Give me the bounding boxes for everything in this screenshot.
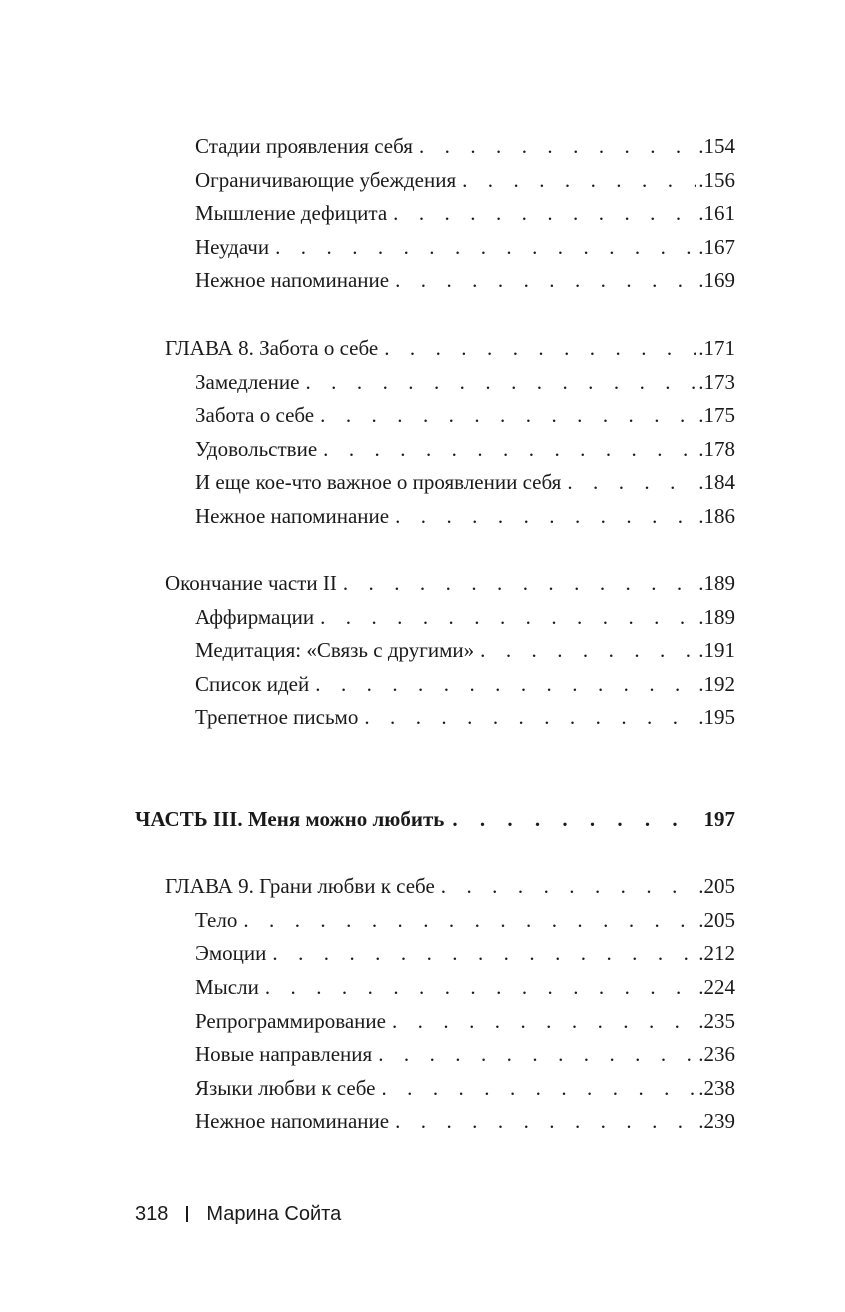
toc-entry-title: Нежное напоминание	[195, 504, 390, 528]
toc-entry	[195, 434, 735, 464]
toc-entry	[195, 367, 735, 397]
toc-entry-title: Мышление дефицита	[195, 201, 388, 225]
toc-entry-title: Тело	[195, 908, 238, 932]
author-name: Марина Сойта	[206, 1203, 342, 1225]
dot-leader	[419, 131, 696, 161]
toc-entry-page: 197	[703, 807, 735, 831]
dot-leader	[320, 400, 696, 430]
toc-entry	[195, 165, 735, 195]
toc-entry-page: .184	[698, 470, 735, 494]
dot-leader	[395, 265, 696, 295]
toc-entry-page: .212	[698, 941, 735, 965]
toc-entry-page: .161	[698, 201, 735, 225]
toc-entry-page: .154	[698, 134, 735, 158]
toc-entry	[195, 198, 735, 228]
dot-leader	[305, 367, 696, 397]
dot-leader	[393, 198, 696, 228]
toc-entry-page: .191	[698, 638, 735, 662]
dot-leader	[452, 804, 687, 834]
dot-leader	[323, 434, 696, 464]
toc-entry-page: .236	[698, 1042, 735, 1066]
toc-entry	[195, 1073, 735, 1103]
toc-entry	[195, 1006, 735, 1036]
toc-entry-page: .175	[698, 403, 735, 427]
toc-entry-page: .239	[698, 1109, 735, 1133]
dot-leader	[272, 938, 696, 968]
toc-entry-title: ГЛАВА 9. Грани любви к себе	[165, 874, 435, 898]
dot-leader	[384, 333, 696, 363]
toc-entry-title: Репрограммирование	[195, 1009, 386, 1033]
dot-leader	[315, 669, 696, 699]
toc-entry-title: ГЛАВА 8. Забота о себе	[165, 336, 379, 360]
dot-leader	[265, 972, 696, 1002]
dot-leader	[378, 1039, 696, 1069]
footer-separator	[186, 1206, 188, 1222]
dot-leader	[480, 635, 696, 665]
dot-leader	[320, 602, 696, 632]
dot-leader	[381, 1073, 696, 1103]
toc-entry-page: .186	[698, 504, 735, 528]
toc-entry-page: .189	[698, 571, 735, 595]
dot-leader	[441, 871, 696, 901]
toc-chapter	[165, 333, 735, 363]
dot-leader	[364, 702, 696, 732]
toc-chapter	[165, 871, 735, 901]
toc-entry-page: .195	[698, 705, 735, 729]
toc-entry	[195, 1106, 735, 1136]
dot-leader	[462, 165, 696, 195]
toc-entry-title: Список идей	[195, 672, 310, 696]
toc-entry-title: Аффирмации	[195, 605, 315, 629]
toc-entry	[195, 400, 735, 430]
dot-leader	[343, 568, 696, 598]
dot-leader	[392, 1006, 696, 1036]
dot-leader	[567, 467, 696, 497]
toc-entry	[195, 635, 735, 665]
toc-entry	[195, 972, 735, 1002]
toc-entry-title: Нежное напоминание	[195, 268, 390, 292]
page-number: 318	[135, 1203, 169, 1225]
toc-entry-title: И еще кое-что важное о проявлении себя	[195, 470, 562, 494]
toc-entry-title: Трепетное письмо	[195, 705, 359, 729]
dot-leader	[395, 501, 696, 531]
toc-entry-title: Языки любви к себе	[195, 1076, 376, 1100]
toc-entry-title: Неудачи	[195, 235, 270, 259]
toc-entry-page: .238	[698, 1076, 735, 1100]
toc-entry-title: Нежное напоминание	[195, 1109, 390, 1133]
dot-leader	[243, 905, 696, 935]
page-footer	[135, 1197, 341, 1231]
toc-entry-page: .192	[698, 672, 735, 696]
toc-entry-page: .205	[698, 874, 735, 898]
toc-entry	[195, 669, 735, 699]
toc-entry-page: .173	[698, 370, 735, 394]
dot-leader	[395, 1106, 696, 1136]
toc-part	[135, 804, 735, 834]
toc-entry-page: .224	[698, 975, 735, 999]
toc-entry	[195, 265, 735, 295]
toc-entry-title: Ограничивающие убеждения	[195, 168, 457, 192]
toc-entry	[195, 501, 735, 531]
toc-entry	[195, 467, 735, 497]
toc-entry-page: .189	[698, 605, 735, 629]
toc-entry-page: .171	[698, 336, 735, 360]
toc-chapter	[165, 568, 735, 598]
toc-entry-title: Эмоции	[195, 941, 267, 965]
toc-entry-page: .169	[698, 268, 735, 292]
toc-entry-page: .167	[698, 235, 735, 259]
toc-entry-title: Новые направления	[195, 1042, 373, 1066]
toc-entry-title: Удовольствие	[195, 437, 318, 461]
toc-entry	[195, 1039, 735, 1069]
toc-entry-title: Медитация: «Связь с другими»	[195, 638, 475, 662]
toc-entry	[195, 131, 735, 161]
toc-entry-title: ЧАСТЬ III. Меня можно любить	[135, 807, 445, 831]
toc-entry	[195, 938, 735, 968]
toc-entry	[195, 602, 735, 632]
toc-entry	[195, 232, 735, 262]
toc-entry-title: Замедление	[195, 370, 300, 394]
toc-entry-page: .235	[698, 1009, 735, 1033]
toc-entry-page: .156	[698, 168, 735, 192]
toc-entry-title: Стадии проявления себя	[195, 134, 413, 158]
dot-leader	[275, 232, 696, 262]
toc-entry-page: .178	[698, 437, 735, 461]
toc-entry-title: Забота о себе	[195, 403, 315, 427]
toc-entry	[195, 905, 735, 935]
toc-entry-page: .205	[698, 908, 735, 932]
toc-entry-title: Окончание части II	[165, 571, 337, 595]
toc-entry	[195, 702, 735, 732]
toc-entry-title: Мысли	[195, 975, 259, 999]
